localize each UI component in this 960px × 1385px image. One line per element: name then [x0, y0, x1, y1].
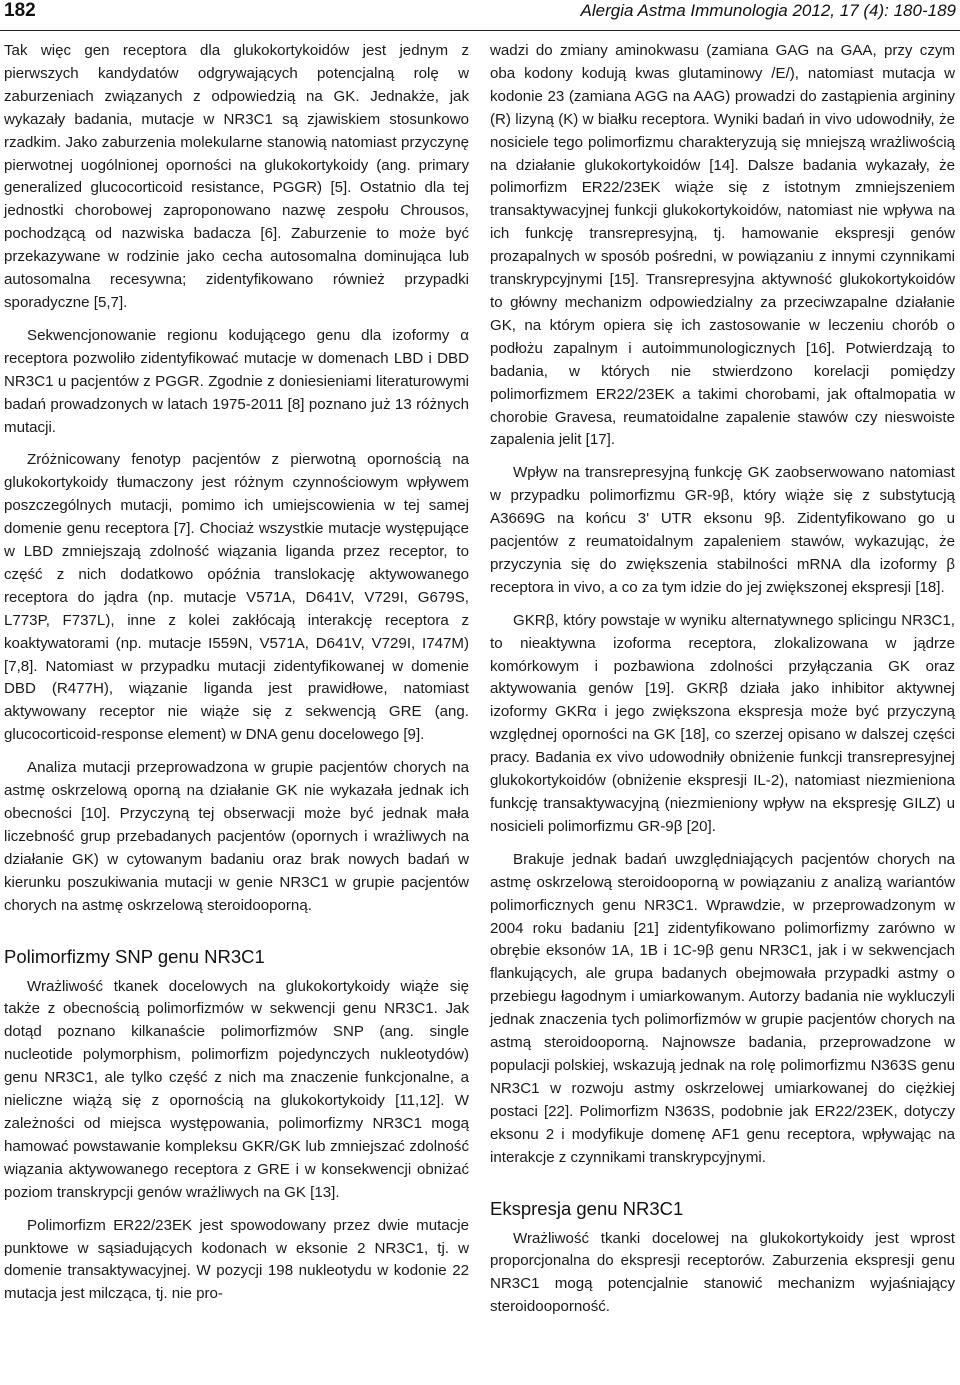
right-column: [490, 40, 955, 1329]
paragraph: Brakuje jednak badań uwzględniających pacjentów chorych na astmę oskrzelową steroidooporną w powiązaniu z analizą wariantów polimorficznych genu NR3C1. Wprawdzie, w przeprowadzonym w 2004 roku badaniu [21] zidentyfikowano polimorfizmy zarówno w obrębie eksonów 1A, 1B i 1C-9β genu NR3C1, jak i w sekwencjach flankujących, ale grupa badanych obejmowała przypadki astmy o przebiegu łagodnym i umiarkowanym. Autorzy badania nie wykluczyli jednak znaczenia tych polimorfizmów w grupie pacjentów chorych na astmą steroidooporną. Najnowsze badania, przeprowadzone w populacji polskiej, wskazują jednak na rolę polimorfizmu N363S genu NR3C1 w rozwoju astmy oskrzelowej umiarkowanej do ciężkiej postaci [22]. Polimorfizm N363S, podobnie jak ER22/23EK, dotyczy eksonu 2 i modyfikuje domenę AF1 genu receptora, wpływając na interakcje z czynnikami transkrypcyjnymi.: [490, 850, 955, 1166]
paragraph: Sekwencjonowanie regionu kodującego genu dla izoformy α receptora pozwoliło zidentyfikować mutacje w domenach LBD i DBD NR3C1 u pacjentów z PGGR. Zgodnie z doniesieniami literaturowymi badań prowadzonych w latach 1975-2011 [8] poznano już 13 różnych mutacji.: [4, 326, 469, 436]
section-heading: Polimorfizmy SNP genu NR3C1: [4, 945, 265, 967]
paragraph: Wrażliwość tkanek docelowych na glukokortykoidy wiąże się także z obecnością polimorfizmów w sekwencji genu NR3C1. Jak dotąd poznano kilkanaście polimorfizmów SNP (ang. single nucleotide polymorphism, polimorfizm pojedynczych nukleotydów) genu NR3C1, ale tylko część z nich ma znaczenie funkcjonalne, a nieliczne wiążą się z opornością na glukokortykoidy [11,12]. W zależności od miejsca występowania, polimorfizmy NR3C1 mogą hamować powstawanie kompleksu GKR/GK lub zmniejszać zdolność wiązania aktywowanego receptora z GRE i w konsekwencji obniżać poziom transkrypcji genów wrażliwych na GK [13].: [4, 977, 469, 1201]
paragraph: GKRβ, który powstaje w wyniku alternatywnego splicingu NR3C1, to nieaktywna izoforma receptora, zlokalizowana w jądrze komórkowym i pozbawiona zdolności przyłączania GK oraz aktywowania genów [19]. GKRβ działa jako inhibitor aktywnej izoformy GKRα i jego zwiększona ekspresja może być przyczyną względnej oporności na GK [18], co szerzej opisano w dalszej części pracy. Badania ex vivo udowodniły obniżenie funkcji transrepresyjnej glukokortykoidów (obniżenie ekspresji IL-2), natomiast niezmieniona funkcję transaktywacyjną (niezmieniony wpływ na ekspresję GILZ) u nosicieli polimorfizmu GR-9β [20].: [490, 611, 955, 835]
journal-citation: Alergia Astma Immunologia 2012, 17 (4): 180-189: [580, 1, 956, 20]
paragraph: Polimorfizm ER22/23EK jest spowodowany przez dwie mutacje punktowe w sąsiadujących kodonach w eksonie 2 NR3C1, tj. w domenie transaktywacyjnej. W pozycji 198 nukleotydu w kodonie 22 mutacja jest milcząca, tj. nie pro-: [4, 1216, 469, 1303]
paragraph: Tak więc gen receptora dla glukokortykoidów jest jednym z pierwszych kandydatów odgrywających potencjalną rolę w zaburzeniach związanych z odpowiedzią na GK. Jednakże, jak wykazały badania, mutacje w NR3C1 są zjawiskiem stosunkowo rzadkim. Jako zaburzenia molekularne stanowią natomiast przyczynę pierwotnej uogólnionej oporności na glukokortykoidy (ang. primary generalized glucocorticoid resistance, PGGR) [5]. Ostatnio dla tej jednostki chorobowej zaproponowano nazwę zespołu Chrousos, pochodzącą od nazwiska badacza [6]. Zaburzenie to może być przekazywane w rodzinie jako cecha autosomalna dominująca lub autosomalna recesywna; zidentyfikowano również przypadki sporadyczne [5,7].: [4, 42, 469, 311]
section-heading: Ekspresja genu NR3C1: [490, 1197, 684, 1219]
page-header: [0, 0, 960, 31]
page-number: 182: [4, 0, 36, 21]
left-column: [4, 40, 469, 1316]
paragraph: Wrażliwość tkanki docelowej na glukokortykoidy jest wprost proporcjonalna do ekspresji receptorów. Zaburzenia ekspresji genu NR3C1 mogą potencjalnie stanowić mechanizm wyjaśniający steroidooporność.: [490, 1229, 955, 1316]
paragraph: Analiza mutacji przeprowadzona w grupie pacjentów chorych na astmę oskrzelową oporną na działanie GK nie wykazała jednak ich obecności [10]. Przyczyną tej obserwacji może być jednak mała liczebność grup przebadanych pacjentów (opornych i wrażliwych na działanie GK) w cytowanym badaniu oraz brak nowych badań w kierunku poszukiwania mutacji w genie NR3C1 w grupie pacjentów chorych na astmę oskrzelową steroidooporną.: [4, 759, 469, 914]
paragraph: Zróżnicowany fenotyp pacjentów z pierwotną opornością na glukokortykoidy tłumaczony jest różnym czynnościowym wpływem poszczególnych mutacji, pomimo ich umiejscowienia w tej samej domenie genu receptora [7]. Chociaż wszystkie mutacje występujące w LBD zmniejszają zdolność wiązania liganda przez receptor, to część z nich dodatkowo opóźnia translokację aktywowanego receptora do jądra (np. mutacje V571A, D641V, V729I, G679S, L773P, F737L), inne z kolei zakłócają interakcję receptora z koaktywatorami (np. mutacje I559N, V571A, D641V, V729I, I747M) [7,8]. Natomiast w przypadku mutacji zidentyfikowanej w domenie DBD (R477H), wiązanie liganda jest prawidłowe, natomiast aktywowany receptor nie wiąże się z sekwencją GRE (ang. glucocorticoid-response element) w DNA genu docelowego [9].: [4, 451, 469, 744]
paragraph: wadzi do zmiany aminokwasu (zamiana GAG na GAA, przy czym oba kodony kodują kwas glutaminowy /E/), natomiast mutacja w kodonie 23 (zamiana AGG na AAG) prowadzi do zastąpienia argininy (R) lizyną (K) w białku receptora. Wyniki badań in vivo udowodniły, że nosiciele tego polimorfizmu charakteryzują się mniejszą wrażliwością na działanie glukokortykoidów [14]. Dalsze badania wykazały, że polimorfizm ER22/23EK wiąże się z istotnym zmniejszeniem transaktywacyjnej funkcji glukokortykoidów, natomiast nie wpływa na ich funkcję transrepresyjną, tj. hamowanie ekspresji genów prozapalnych w sposób pośredni, w powiązaniu z innymi czynnikami transkrypcyjnymi [15]. Transrepresyjna aktywność glukokortykoidów to główny mechanizm odpowiedzialny za przeciwzapalne działanie GK, na którym opiera się ich zastosowanie w leczeniu chorób o podłożu zapalnym i autoimmunologicznych [16]. Potwierdzają to badania, w których nie stwierdzono korelacji pomiędzy polimorfizmem ER22/23EK a takimi chorobami, jak oftalmopatia w chorobie Gravesa, reumatoidalne zapalenie stawów czy nieswoiste zapalenia jelit [17].: [490, 42, 955, 449]
paragraph: Wpływ na transrepresyjną funkcję GK zaobserwowano natomiast w przypadku polimorfizmu GR-9β, który wiąże się z substytucją A3669G na końcu 3' UTR eksonu 9β. Zidentyfikowano go u pacjentów z reumatoidalnym zapaleniem stawów, wykazując, że przyczynia się do zwiększenia stabilności mRNA dla izoformy β receptora in vivo, a co za tym idzie do jej zwiększonej ekspresji [18].: [490, 464, 955, 596]
